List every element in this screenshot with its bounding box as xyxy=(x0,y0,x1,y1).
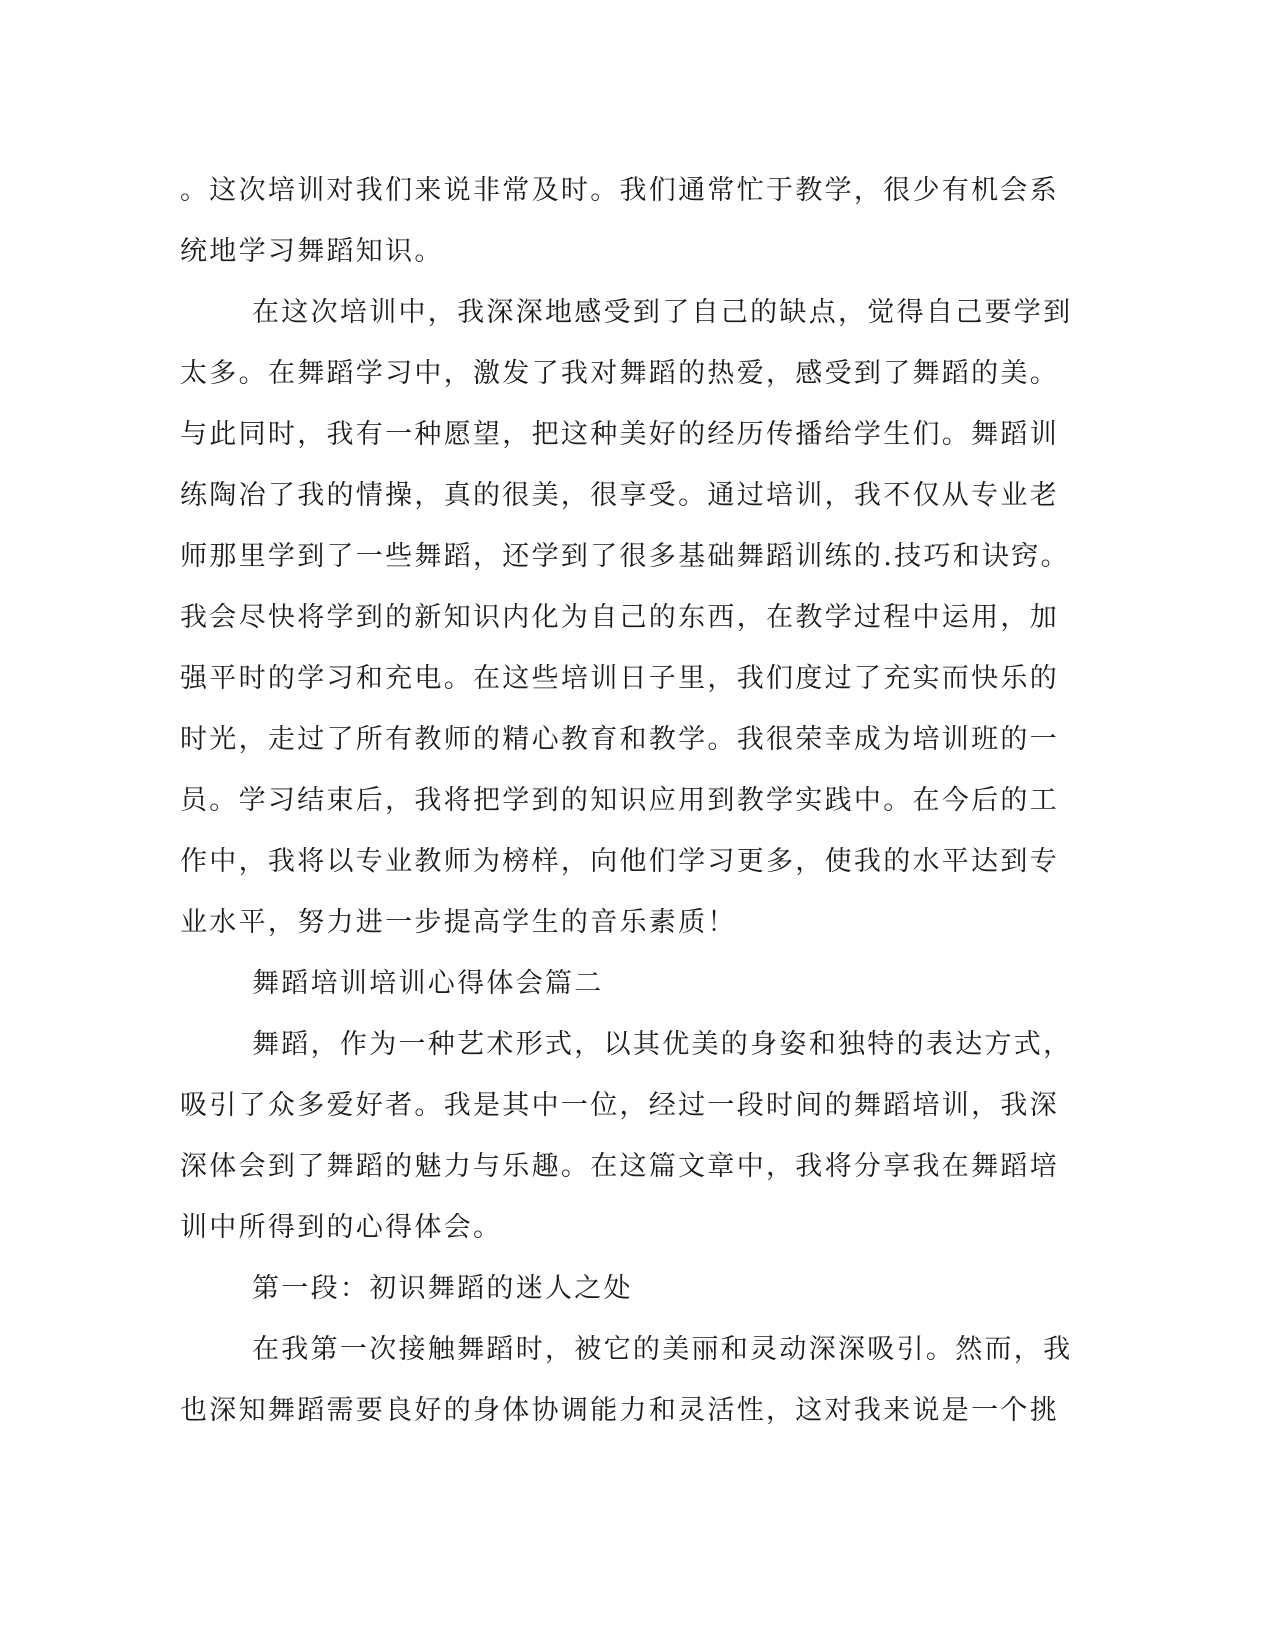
section-heading: 舞蹈培训培训心得体会篇二 xyxy=(252,968,604,999)
paragraph-start-line: 在这次培训中，我深深地感受到了自己的缺点，觉得自己要学到 xyxy=(252,297,1073,328)
text-line: 练陶冶了我的情操，真的很美，很享受。通过培训，我不仅从专业老 xyxy=(180,480,1059,511)
text-line: 师那里学到了一些舞蹈，还学到了很多基础舞蹈训练的.技巧和诀窍。 xyxy=(180,541,1070,572)
text-line: 我会尽快将学到的新知识内化为自己的东西，在教学过程中运用，加 xyxy=(180,602,1059,633)
text-line: 深体会到了舞蹈的魅力与乐趣。在这篇文章中，我将分享我在舞蹈培 xyxy=(180,1151,1059,1182)
text-line: 。这次培训对我们来说非常及时。我们通常忙于教学，很少有机会系 xyxy=(180,175,1059,206)
text-line: 太多。在舞蹈学习中，激发了我对舞蹈的热爱，感受到了舞蹈的美。 xyxy=(180,358,1059,389)
text-line: 业水平，努力进一步提高学生的音乐素质！ xyxy=(180,907,737,938)
text-line: 时光，走过了所有教师的精心教育和教学。我很荣幸成为培训班的一 xyxy=(180,724,1059,755)
document-body xyxy=(180,160,1073,1441)
text-line: 员。学习结束后，我将把学到的知识应用到教学实践中。在今后的工 xyxy=(180,785,1059,816)
subsection-heading: 第一段：初识舞蹈的迷人之处 xyxy=(252,1273,633,1304)
text-line: 强平时的学习和充电。在这些培训日子里，我们度过了充实而快乐的 xyxy=(180,663,1059,694)
text-line: 吸引了众多爱好者。我是其中一位，经过一段时间的舞蹈培训，我深 xyxy=(180,1090,1059,1121)
text-line: 也深知舞蹈需要良好的身体协调能力和灵活性，这对我来说是一个挑 xyxy=(180,1395,1059,1426)
text-line: 作中，我将以专业教师为榜样，向他们学习更多，使我的水平达到专 xyxy=(180,846,1059,877)
text-line: 训中所得到的心得体会。 xyxy=(180,1212,503,1243)
paragraph-start-line: 在我第一次接触舞蹈时，被它的美丽和灵动深深吸引。然而，我 xyxy=(252,1334,1073,1365)
paragraph-start-line: 舞蹈，作为一种艺术形式，以其优美的身姿和独特的表达方式， xyxy=(252,1029,1073,1060)
text-line: 与此同时，我有一种愿望，把这种美好的经历传播给学生们。舞蹈训 xyxy=(180,419,1059,450)
text-line: 统地学习舞蹈知识。 xyxy=(180,236,444,267)
